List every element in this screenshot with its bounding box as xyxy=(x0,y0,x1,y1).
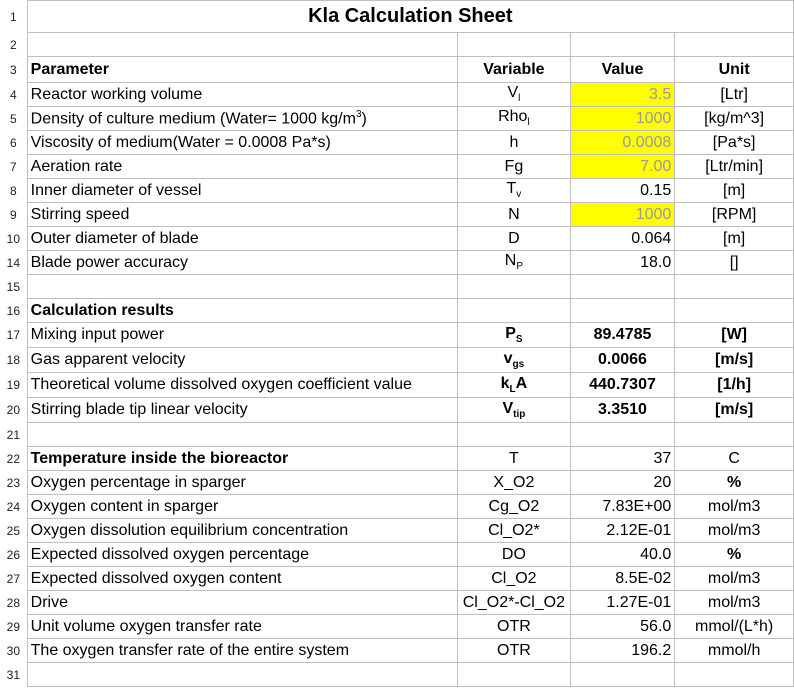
parameter-cell[interactable]: Theoretical volume dissolved oxygen coefficient value xyxy=(27,373,457,398)
variable-cell[interactable]: Cl_O2*-Cl_O2 xyxy=(458,591,571,615)
unit-cell[interactable]: mol/m3 xyxy=(675,567,794,591)
row-number[interactable]: 25 xyxy=(0,519,27,543)
header-parameter[interactable]: Parameter xyxy=(27,57,457,83)
cell[interactable] xyxy=(675,423,794,447)
unit-cell[interactable]: [RPM] xyxy=(675,203,794,227)
unit-cell[interactable]: % xyxy=(675,471,794,495)
header-unit[interactable]: Unit xyxy=(675,57,794,83)
parameter-cell[interactable]: Stirring speed xyxy=(27,203,457,227)
row-number[interactable]: 20 xyxy=(0,398,27,423)
cell[interactable] xyxy=(570,299,675,323)
parameter-cell[interactable]: Temperature inside the bioreactor xyxy=(27,447,457,471)
row-number[interactable]: 17 xyxy=(0,323,27,348)
value-cell[interactable]: 196.2 xyxy=(570,639,675,663)
parameter-cell[interactable]: Expected dissolved oxygen content xyxy=(27,567,457,591)
unit-cell[interactable]: [kg/m^3] xyxy=(675,107,794,131)
variable-cell[interactable]: Cg_O2 xyxy=(458,495,571,519)
row-number[interactable]: 29 xyxy=(0,615,27,639)
row-number[interactable]: 26 xyxy=(0,543,27,567)
sheet-row-31 xyxy=(0,663,794,687)
parameter-cell[interactable]: Unit volume oxygen transfer rate xyxy=(27,615,457,639)
cell[interactable] xyxy=(27,423,457,447)
row-number[interactable]: 3 xyxy=(0,57,27,83)
row-number[interactable]: 23 xyxy=(0,471,27,495)
value-cell[interactable]: 3.3510 xyxy=(570,398,675,423)
cell[interactable] xyxy=(27,663,457,687)
sheet-row-1 xyxy=(0,1,794,33)
cell[interactable] xyxy=(458,663,571,687)
table-row xyxy=(0,107,794,131)
value-cell[interactable]: 8.5E-02 xyxy=(570,567,675,591)
table-row xyxy=(0,398,794,423)
row-number[interactable]: 4 xyxy=(0,83,27,107)
parameter-cell[interactable]: Aeration rate xyxy=(27,155,457,179)
value-cell[interactable]: 37 xyxy=(570,447,675,471)
table-row xyxy=(0,203,794,227)
cell[interactable] xyxy=(458,33,571,57)
value-cell[interactable]: 18.0 xyxy=(570,251,675,275)
variable-cell[interactable]: T xyxy=(458,447,571,471)
variable-cell[interactable]: OTR xyxy=(458,639,571,663)
value-cell[interactable]: 1.27E-01 xyxy=(570,591,675,615)
table-row xyxy=(0,251,794,275)
variable-cell[interactable]: X_O2 xyxy=(458,471,571,495)
table-row xyxy=(0,543,794,567)
row-number[interactable]: 22 xyxy=(0,447,27,471)
unit-cell[interactable]: mmol/(L*h) xyxy=(675,615,794,639)
row-number[interactable]: 5 xyxy=(0,107,27,131)
value-cell[interactable]: 40.0 xyxy=(570,543,675,567)
parameter-cell[interactable]: Drive xyxy=(27,591,457,615)
variable-cell[interactable]: Cl_O2 xyxy=(458,567,571,591)
variable-cell[interactable]: $k_LA$ xyxy=(458,373,571,398)
value-cell[interactable]: 0.0008 xyxy=(570,131,675,155)
value-cell[interactable]: 0.064 xyxy=(570,227,675,251)
results-header[interactable]: Calculation results xyxy=(27,299,457,323)
header-value[interactable]: Value xyxy=(570,57,675,83)
variable-cell[interactable]: Rho$_l$ xyxy=(458,107,571,131)
value-cell[interactable]: 440.7307 xyxy=(570,373,675,398)
variable-cell[interactable]: OTR xyxy=(458,615,571,639)
unit-cell[interactable]: [m] xyxy=(675,179,794,203)
parameter-cell[interactable]: Density of culture medium (Water= 1000 $kg/m^3$) xyxy=(27,107,457,131)
unit-cell[interactable]: % xyxy=(675,543,794,567)
parameter-cell[interactable]: Oxygen dissolution equilibrium concentration xyxy=(27,519,457,543)
cell[interactable] xyxy=(675,275,794,299)
sheet-row-2 xyxy=(0,33,794,57)
table-row xyxy=(0,227,794,251)
row-number[interactable]: 24 xyxy=(0,495,27,519)
parameter-cell[interactable]: The oxygen transfer rate of the entire system xyxy=(27,639,457,663)
cell[interactable] xyxy=(570,33,675,57)
value-cell[interactable]: 1000 xyxy=(570,203,675,227)
parameter-cell[interactable]: Inner diameter of vessel xyxy=(27,179,457,203)
value-cell[interactable]: 56.0 xyxy=(570,615,675,639)
cell[interactable] xyxy=(675,299,794,323)
table-row xyxy=(0,495,794,519)
table-row xyxy=(0,323,794,348)
unit-cell[interactable]: mol/m3 xyxy=(675,519,794,543)
value-cell[interactable]: 1000 xyxy=(570,107,675,131)
unit-cell[interactable]: [m/s] xyxy=(675,348,794,373)
table-row xyxy=(0,615,794,639)
parameter-cell[interactable]: Reactor working volume xyxy=(27,83,457,107)
cell[interactable] xyxy=(27,33,457,57)
variable-cell[interactable]: $V_{tip}$ xyxy=(458,398,571,423)
header-row xyxy=(0,57,794,83)
parameter-cell[interactable]: Viscosity of medium(Water = 0.0008 Pa*s) xyxy=(27,131,457,155)
table-row xyxy=(0,567,794,591)
header-variable[interactable]: Variable xyxy=(458,57,571,83)
variable-cell[interactable]: Cl_O2* xyxy=(458,519,571,543)
value-cell[interactable]: 0.0066 xyxy=(570,348,675,373)
unit-cell[interactable]: mmol/h xyxy=(675,639,794,663)
variable-cell[interactable]: D xyxy=(458,227,571,251)
unit-cell[interactable]: [Ltr/min] xyxy=(675,155,794,179)
variable-cell[interactable]: $T_v$ xyxy=(458,179,571,203)
variable-cell[interactable]: h xyxy=(458,131,571,155)
unit-cell[interactable]: [Ltr] xyxy=(675,83,794,107)
row-number[interactable]: 1 xyxy=(0,1,27,33)
row-number[interactable]: 27 xyxy=(0,567,27,591)
cell[interactable] xyxy=(570,663,675,687)
unit-cell[interactable]: C xyxy=(675,447,794,471)
parameter-cell[interactable]: Blade power accuracy xyxy=(27,251,457,275)
row-number[interactable]: 8 xyxy=(0,179,27,203)
sheet-title[interactable]: Kla Calculation Sheet xyxy=(27,1,793,33)
unit-cell[interactable]: [W] xyxy=(675,323,794,348)
variable-cell[interactable]: DO xyxy=(458,543,571,567)
cell[interactable] xyxy=(570,423,675,447)
table-row xyxy=(0,519,794,543)
variable-cell[interactable]: $P_S$ xyxy=(458,323,571,348)
unit-cell[interactable]: mol/m3 xyxy=(675,495,794,519)
parameter-cell[interactable]: Expected dissolved oxygen percentage xyxy=(27,543,457,567)
unit-cell[interactable]: [Pa*s] xyxy=(675,131,794,155)
value-cell[interactable]: 0.15 xyxy=(570,179,675,203)
variable-cell[interactable]: N xyxy=(458,203,571,227)
row-number[interactable]: 30 xyxy=(0,639,27,663)
table-row xyxy=(0,179,794,203)
table-row xyxy=(0,471,794,495)
cell[interactable] xyxy=(675,33,794,57)
unit-cell[interactable]: mol/m3 xyxy=(675,591,794,615)
row-number[interactable]: 18 xyxy=(0,348,27,373)
variable-cell[interactable]: $v_{gs}$ xyxy=(458,348,571,373)
value-cell[interactable]: 7.00 xyxy=(570,155,675,179)
variable-cell[interactable]: $N_P$ xyxy=(458,251,571,275)
table-row xyxy=(0,447,794,471)
unit-cell[interactable]: [1/h] xyxy=(675,373,794,398)
table-row xyxy=(0,591,794,615)
row-number[interactable]: 28 xyxy=(0,591,27,615)
unit-cell[interactable]: [m/s] xyxy=(675,398,794,423)
row-number[interactable]: 10 xyxy=(0,227,27,251)
row-number[interactable]: 31 xyxy=(0,663,27,687)
row-number[interactable]: 19 xyxy=(0,373,27,398)
table-row xyxy=(0,83,794,107)
unit-cell[interactable]: [m] xyxy=(675,227,794,251)
row-number[interactable]: 14 xyxy=(0,251,27,275)
cell[interactable] xyxy=(570,275,675,299)
cell[interactable] xyxy=(458,423,571,447)
table-row xyxy=(0,348,794,373)
value-cell[interactable]: 20 xyxy=(570,471,675,495)
value-cell[interactable]: 2.12E-01 xyxy=(570,519,675,543)
parameter-cell[interactable]: Mixing input power xyxy=(27,323,457,348)
table-row xyxy=(0,373,794,398)
sheet-row-21 xyxy=(0,423,794,447)
row-number[interactable]: 21 xyxy=(0,423,27,447)
row-number[interactable]: 2 xyxy=(0,33,27,57)
cell[interactable] xyxy=(458,275,571,299)
table-row xyxy=(0,155,794,179)
variable-cell[interactable]: Fg xyxy=(458,155,571,179)
cell[interactable] xyxy=(27,275,457,299)
cell[interactable] xyxy=(458,299,571,323)
table-row xyxy=(0,639,794,663)
value-cell[interactable]: 89.4785 xyxy=(570,323,675,348)
table-row xyxy=(0,131,794,155)
value-cell[interactable]: 7.83E+00 xyxy=(570,495,675,519)
row-number[interactable]: 9 xyxy=(0,203,27,227)
parameter-cell[interactable]: Stirring blade tip linear velocity xyxy=(27,398,457,423)
parameter-cell[interactable]: Oxygen percentage in sparger xyxy=(27,471,457,495)
row-number[interactable]: 15 xyxy=(0,275,27,299)
variable-cell[interactable]: $V_l$ xyxy=(458,83,571,107)
cell[interactable] xyxy=(675,663,794,687)
parameter-cell[interactable]: Outer diameter of blade xyxy=(27,227,457,251)
row-number[interactable]: 7 xyxy=(0,155,27,179)
row-number[interactable]: 6 xyxy=(0,131,27,155)
value-cell[interactable]: 3.5 xyxy=(570,83,675,107)
parameter-cell[interactable]: Gas apparent velocity xyxy=(27,348,457,373)
row-number[interactable]: 16 xyxy=(0,299,27,323)
results-header-row xyxy=(0,299,794,323)
unit-cell[interactable]: [] xyxy=(675,251,794,275)
parameter-cell[interactable]: Oxygen content in sparger xyxy=(27,495,457,519)
sheet-row-15 xyxy=(0,275,794,299)
